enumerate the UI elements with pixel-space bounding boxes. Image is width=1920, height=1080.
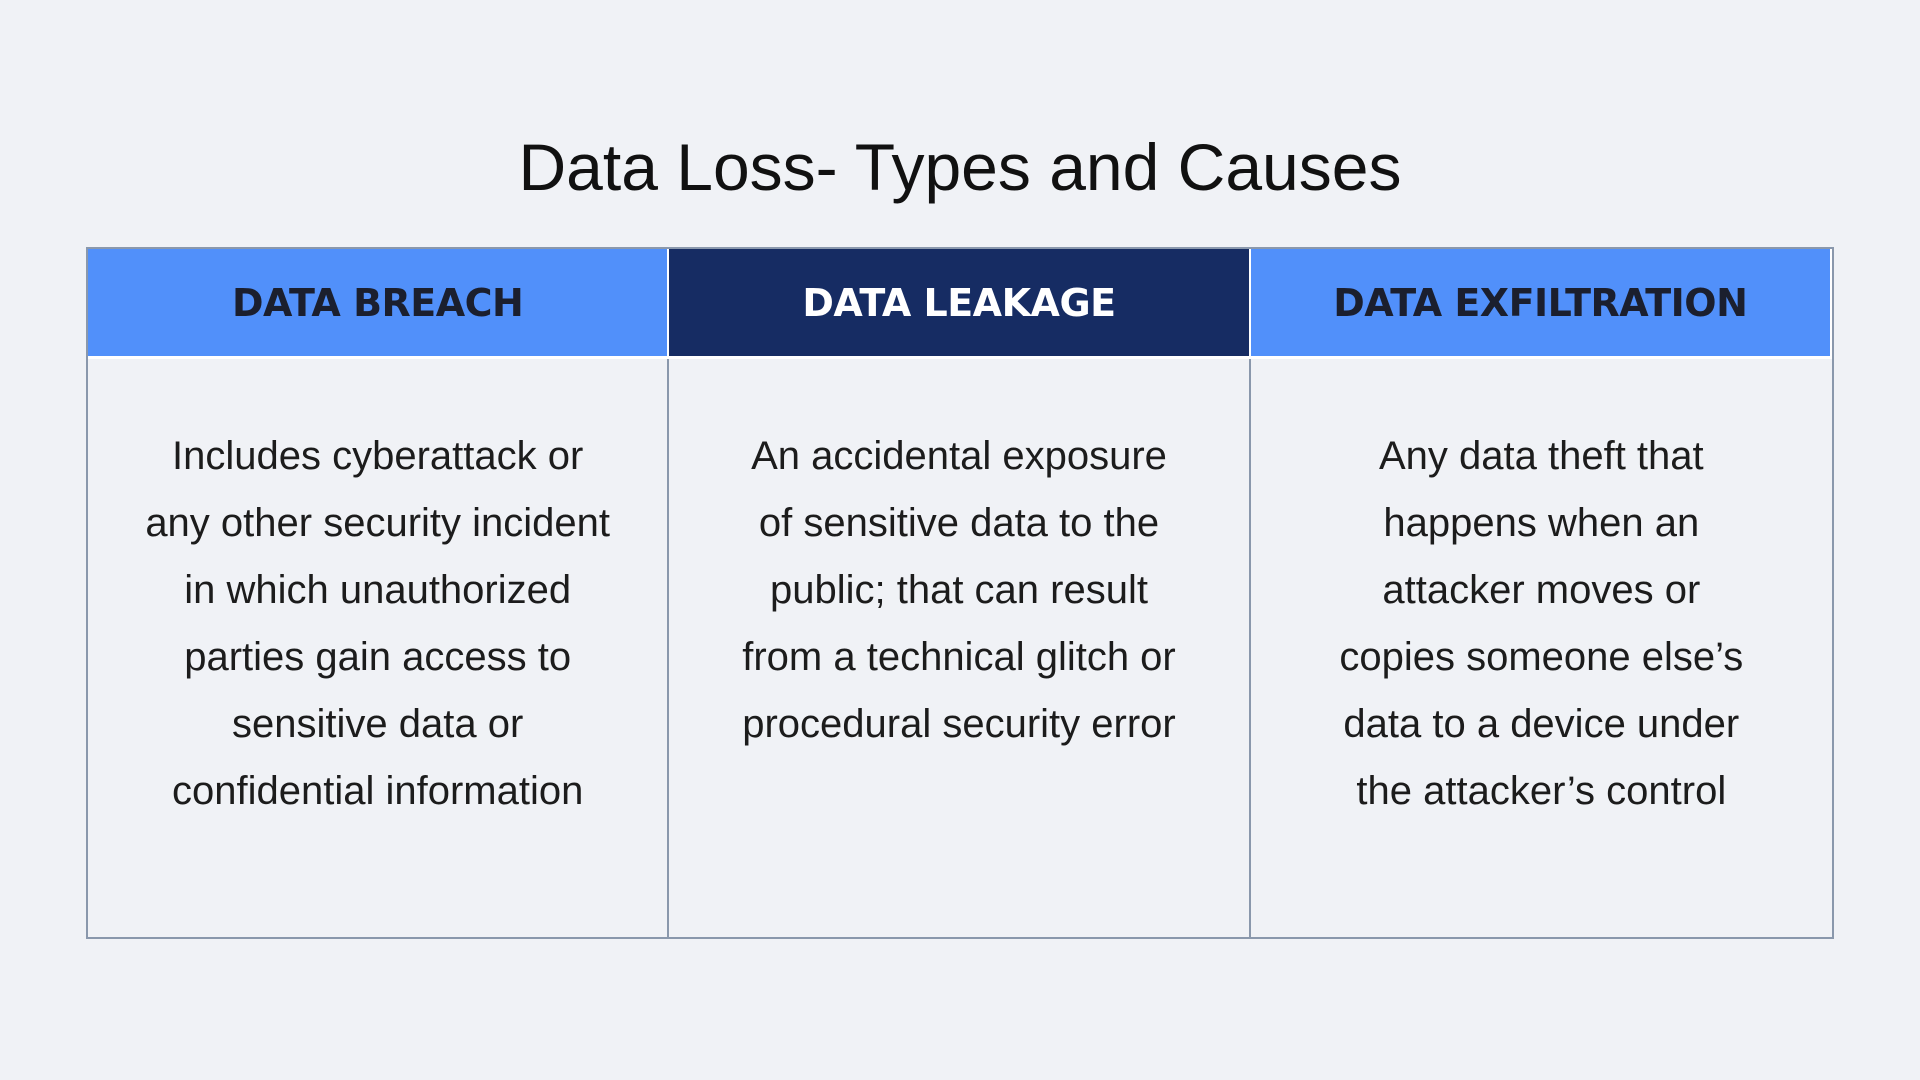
- description-data-breach: [88, 359, 669, 937]
- description-text: An accidental exposure of sensitive data to the public; that can result from a technical glitch or procedural security error: [742, 434, 1176, 746]
- header-data-leakage: DATA LEAKAGE: [669, 249, 1250, 359]
- header-data-breach: DATA BREACH: [88, 249, 669, 359]
- header-data-exfiltration: DATA EXFILTRATION: [1251, 249, 1832, 359]
- description-text: Any data theft that happens when an attacker moves or copies someone else’s data to a device under the attacker’s control: [1339, 434, 1744, 813]
- slide-title: Data Loss- Types and Causes: [518, 130, 1402, 204]
- description-data-leakage: [669, 359, 1250, 937]
- description-data-exfiltration: [1251, 359, 1832, 937]
- description-text: Includes cyberattack or any other security incident in which unauthorized parties gain access to sensitive data or confidential information: [145, 434, 610, 813]
- data-loss-table: [86, 247, 1834, 939]
